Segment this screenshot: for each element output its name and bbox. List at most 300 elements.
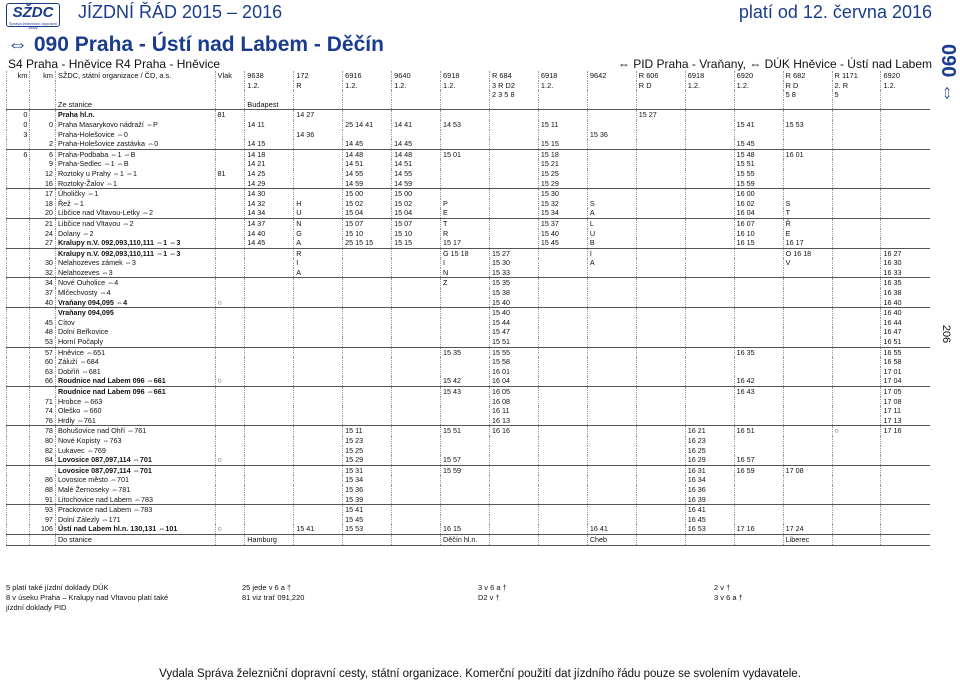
table-row [7, 505, 931, 515]
time-cell: I [294, 258, 343, 268]
time-cell [881, 100, 930, 110]
time-cell [734, 308, 783, 318]
time-cell [441, 495, 490, 505]
time-cell [392, 357, 441, 367]
time-cell [538, 248, 587, 258]
km-cell [7, 248, 30, 258]
time-cell [441, 406, 490, 416]
time-cell: 14 51 [343, 159, 392, 169]
station-name: Úholičky ⇔1 [55, 189, 215, 199]
time-cell [636, 120, 685, 130]
km-cell [7, 327, 30, 337]
time-cell: 16 27 [881, 248, 930, 258]
time-cell [685, 268, 734, 278]
station-name: Vraňany 094,095 [55, 308, 215, 318]
time-cell [245, 426, 294, 436]
time-cell [392, 524, 441, 534]
time-cell [441, 367, 490, 377]
time-cell [245, 298, 294, 308]
table-row [7, 81, 931, 91]
km-cell: 63 [30, 367, 56, 377]
km-cell: 9 [30, 159, 56, 169]
time-cell: 14 30 [245, 189, 294, 199]
table-row [7, 218, 931, 228]
time-cell [734, 367, 783, 377]
time-cell [489, 139, 538, 149]
station-name: Dobříň ⇔681 [55, 367, 215, 377]
time-cell [587, 495, 636, 505]
time-cell [215, 446, 245, 456]
time-cell: 14 29 [245, 179, 294, 189]
time-cell: 17 04 [881, 376, 930, 386]
time-cell [881, 238, 930, 248]
time-cell [881, 436, 930, 446]
time-cell: 16 35 [734, 347, 783, 357]
time-cell [587, 436, 636, 446]
km-cell: km [7, 71, 30, 81]
table-row [7, 387, 931, 397]
time-cell [441, 446, 490, 456]
time-cell [294, 426, 343, 436]
time-cell: 2 3 5 8 [489, 90, 538, 100]
time-cell: 14 37 [245, 218, 294, 228]
time-cell [343, 308, 392, 318]
time-cell [538, 278, 587, 288]
time-cell: 15 35 [441, 347, 490, 357]
time-cell: 15 30 [489, 258, 538, 268]
time-cell: 16 11 [489, 406, 538, 416]
time-cell [636, 288, 685, 298]
time-cell [636, 248, 685, 258]
time-cell [783, 367, 832, 377]
station-name: Oleško ⇔660 [55, 406, 215, 416]
time-cell: 16 16 [489, 426, 538, 436]
time-cell [343, 100, 392, 110]
km-cell [7, 159, 30, 169]
station-name: Nelahozeves zámek ⇔3 [55, 258, 215, 268]
time-cell: 14 41 [392, 120, 441, 130]
time-cell [685, 100, 734, 110]
logo-text: SŽDC [12, 4, 54, 21]
time-cell [685, 318, 734, 328]
time-cell [392, 110, 441, 120]
time-cell [245, 416, 294, 426]
station-name: Lovosice město ⇔701 [55, 475, 215, 485]
time-cell [832, 534, 881, 545]
time-cell [881, 149, 930, 159]
time-cell [538, 327, 587, 337]
time-cell: A [294, 238, 343, 248]
time-cell [245, 337, 294, 347]
time-cell [294, 406, 343, 416]
time-cell: 15 15 [392, 238, 441, 248]
time-cell [441, 357, 490, 367]
time-cell [685, 110, 734, 120]
time-cell: 15 51 [441, 426, 490, 436]
km-cell: 12 [30, 169, 56, 179]
time-cell [587, 90, 636, 100]
time-cell [832, 436, 881, 446]
time-cell [489, 169, 538, 179]
time-cell [489, 534, 538, 545]
time-cell: 14 55 [392, 169, 441, 179]
time-cell [832, 485, 881, 495]
station-name: Kralupy n.V. 092,093,110,111 ⇔1 ⇔3 [55, 248, 215, 258]
time-cell [783, 318, 832, 328]
station-name [55, 90, 215, 100]
footnotes-col2 [242, 583, 304, 603]
time-cell [392, 130, 441, 140]
time-cell [538, 436, 587, 446]
table-row [7, 268, 931, 278]
page-number: 206 [939, 324, 952, 344]
time-cell [538, 446, 587, 456]
time-cell: R [294, 248, 343, 258]
station-name: Bohušovice nad Ohří ⇔761 [55, 426, 215, 436]
time-cell: 15 11 [343, 426, 392, 436]
table-row [7, 318, 931, 328]
time-cell: Liberec [783, 534, 832, 545]
station-name: Litochovice nad Labem ⇔783 [55, 495, 215, 505]
time-cell [245, 357, 294, 367]
station-name: Nelahozeves ⇔3 [55, 268, 215, 278]
time-cell [832, 208, 881, 218]
time-cell: 16 33 [881, 268, 930, 278]
footnotes-col3 [478, 583, 507, 603]
time-cell [783, 347, 832, 357]
time-cell: U [587, 229, 636, 239]
time-cell [392, 475, 441, 485]
time-cell [538, 426, 587, 436]
time-cell [783, 475, 832, 485]
time-cell [587, 416, 636, 426]
time-cell [685, 278, 734, 288]
time-cell [734, 436, 783, 446]
time-cell [881, 485, 930, 495]
km-cell: 82 [30, 446, 56, 456]
time-cell [392, 455, 441, 465]
km-cell [7, 179, 30, 189]
table-row [7, 347, 931, 357]
table-row [7, 248, 931, 258]
km-cell [7, 446, 30, 456]
time-cell [215, 397, 245, 407]
time-cell: 15 55 [734, 169, 783, 179]
km-cell: 32 [30, 268, 56, 278]
time-cell [215, 337, 245, 347]
km-cell [30, 387, 56, 397]
table-row [7, 130, 931, 140]
side-line-number [934, 44, 960, 114]
station-name: Ústí nad Labem hl.n. 130,131 ⇔101 [55, 524, 215, 534]
time-cell [245, 130, 294, 140]
time-cell [636, 485, 685, 495]
time-cell [832, 130, 881, 140]
time-cell [294, 534, 343, 545]
time-cell [294, 179, 343, 189]
time-cell [245, 436, 294, 446]
time-cell [832, 455, 881, 465]
time-cell: 16 58 [881, 357, 930, 367]
time-cell: 17 13 [881, 416, 930, 426]
time-cell [294, 189, 343, 199]
time-cell [783, 189, 832, 199]
time-cell [783, 327, 832, 337]
time-cell [294, 446, 343, 456]
time-cell [245, 465, 294, 475]
time-cell [881, 218, 930, 228]
table-row [7, 416, 931, 426]
time-cell [734, 288, 783, 298]
time-cell [636, 100, 685, 110]
time-cell: 15 00 [392, 189, 441, 199]
time-cell [294, 416, 343, 426]
time-cell [294, 387, 343, 397]
time-cell [587, 357, 636, 367]
time-cell: 16 04 [489, 376, 538, 386]
time-cell [215, 436, 245, 446]
table-row [7, 436, 931, 446]
time-cell: ○ [215, 376, 245, 386]
table-row [7, 397, 931, 407]
table-row [7, 534, 931, 545]
time-cell: 1.2. [392, 81, 441, 91]
time-cell: 14 45 [245, 238, 294, 248]
time-cell [343, 248, 392, 258]
km-cell [7, 337, 30, 347]
km-cell: 74 [30, 406, 56, 416]
time-cell: 15 23 [343, 436, 392, 446]
time-cell [587, 308, 636, 318]
time-cell: R D [783, 81, 832, 91]
time-cell [294, 347, 343, 357]
time-cell [832, 367, 881, 377]
time-cell [734, 327, 783, 337]
time-cell [881, 524, 930, 534]
table-row [7, 485, 931, 495]
time-cell: 81 [215, 169, 245, 179]
time-cell [783, 159, 832, 169]
time-cell [538, 485, 587, 495]
time-cell [245, 406, 294, 416]
time-cell [734, 278, 783, 288]
time-cell: A [587, 208, 636, 218]
time-cell [685, 387, 734, 397]
time-cell [215, 120, 245, 130]
time-cell [538, 465, 587, 475]
time-cell [587, 376, 636, 386]
time-cell [685, 347, 734, 357]
time-cell [587, 387, 636, 397]
time-cell [215, 495, 245, 505]
time-cell [636, 475, 685, 485]
time-cell [489, 455, 538, 465]
time-cell [392, 376, 441, 386]
time-cell: 5 8 [783, 90, 832, 100]
km-cell [30, 248, 56, 258]
time-cell [685, 308, 734, 318]
time-cell: 15 25 [343, 446, 392, 456]
km-cell: 0 [30, 120, 56, 130]
time-cell [294, 120, 343, 130]
station-name: Lovosice 087,097,114 ⇔701 [55, 465, 215, 475]
time-cell [636, 465, 685, 475]
time-cell [245, 475, 294, 485]
time-cell [783, 387, 832, 397]
time-cell [215, 288, 245, 298]
time-cell [734, 397, 783, 407]
time-cell [343, 258, 392, 268]
time-cell [245, 347, 294, 357]
time-cell [245, 318, 294, 328]
table-row [7, 149, 931, 159]
station-name [55, 81, 215, 91]
time-cell [587, 406, 636, 416]
time-cell [587, 189, 636, 199]
time-cell: 15 51 [734, 159, 783, 169]
time-cell [783, 139, 832, 149]
time-cell: 15 59 [441, 465, 490, 475]
time-cell [392, 416, 441, 426]
time-cell [832, 298, 881, 308]
time-cell: 14 45 [392, 139, 441, 149]
time-cell: 15 41 [734, 120, 783, 130]
time-cell: 6920 [734, 71, 783, 81]
time-cell [783, 495, 832, 505]
time-cell: 15 21 [538, 159, 587, 169]
time-cell [587, 298, 636, 308]
time-cell [832, 229, 881, 239]
time-cell: 9640 [392, 71, 441, 81]
time-cell: 9642 [587, 71, 636, 81]
time-cell: 16 59 [734, 465, 783, 475]
station-name: Vraňany 094,095 ⇔4 [55, 298, 215, 308]
station-name: Roudnice nad Labem 096 ⇔661 [55, 387, 215, 397]
time-cell [215, 130, 245, 140]
km-cell: 6 [7, 149, 30, 159]
time-cell [783, 100, 832, 110]
time-cell [215, 308, 245, 318]
time-cell: 16 45 [685, 515, 734, 525]
time-cell [294, 318, 343, 328]
table-row [7, 100, 931, 110]
table-row [7, 110, 931, 120]
time-cell [783, 110, 832, 120]
time-cell [392, 258, 441, 268]
time-cell: 15 40 [489, 298, 538, 308]
km-cell [7, 505, 30, 515]
time-cell [343, 376, 392, 386]
time-cell [441, 327, 490, 337]
time-cell [587, 446, 636, 456]
time-cell: 25 15 15 [343, 238, 392, 248]
time-cell [294, 485, 343, 495]
time-cell [685, 357, 734, 367]
km-cell: 21 [30, 218, 56, 228]
time-cell: E [441, 208, 490, 218]
time-cell [636, 149, 685, 159]
time-cell [245, 327, 294, 337]
time-cell: ○ [832, 426, 881, 436]
time-cell [685, 199, 734, 209]
table-row [7, 426, 931, 436]
station-name: Mlčechvosty ⇔4 [55, 288, 215, 298]
time-cell: ○ [215, 524, 245, 534]
time-cell [392, 318, 441, 328]
table-row [7, 288, 931, 298]
time-cell [832, 376, 881, 386]
km-cell: 24 [30, 229, 56, 239]
km-cell [7, 534, 30, 545]
time-cell: G 15 18 [441, 248, 490, 258]
time-cell: 15 11 [538, 120, 587, 130]
time-cell [538, 495, 587, 505]
table-row [7, 455, 931, 465]
table-row [7, 189, 931, 199]
time-cell [215, 347, 245, 357]
time-cell [734, 475, 783, 485]
time-cell [587, 100, 636, 110]
time-cell: 15 18 [538, 149, 587, 159]
km-cell: 97 [30, 515, 56, 525]
time-cell: O 16 18 [783, 248, 832, 258]
time-cell [636, 524, 685, 534]
table-row [7, 376, 931, 386]
time-cell: 1.2. [685, 81, 734, 91]
time-cell [832, 505, 881, 515]
time-cell [343, 288, 392, 298]
time-cell: 16 47 [881, 327, 930, 337]
time-cell [783, 179, 832, 189]
time-cell [392, 485, 441, 495]
time-cell: 16 23 [685, 436, 734, 446]
time-cell: 1.2. [538, 81, 587, 91]
time-cell [832, 268, 881, 278]
km-cell: 66 [30, 376, 56, 386]
time-cell: 17 01 [881, 367, 930, 377]
time-cell: 15 58 [489, 357, 538, 367]
time-cell [734, 318, 783, 328]
validity-date: platí od 12. června 2016 [738, 2, 932, 22]
time-cell [832, 218, 881, 228]
km-cell: 0 [7, 110, 30, 120]
time-cell: 16 21 [685, 426, 734, 436]
km-cell [7, 139, 30, 149]
km-cell [7, 515, 30, 525]
km-cell: 20 [30, 208, 56, 218]
time-cell [215, 416, 245, 426]
time-cell: 16 04 [734, 208, 783, 218]
time-cell: 15 04 [392, 208, 441, 218]
time-cell [489, 446, 538, 456]
time-cell: A [587, 258, 636, 268]
time-cell: 16 53 [685, 524, 734, 534]
time-cell [783, 268, 832, 278]
time-cell: R D [636, 81, 685, 91]
time-cell [215, 218, 245, 228]
time-cell [636, 169, 685, 179]
time-cell [215, 426, 245, 436]
time-cell [489, 465, 538, 475]
table-row [7, 208, 931, 218]
km-cell [7, 189, 30, 199]
time-cell [881, 189, 930, 199]
time-cell [832, 288, 881, 298]
footnotes-col4 [714, 583, 743, 603]
time-cell: 15 32 [538, 199, 587, 209]
time-cell [636, 189, 685, 199]
km-cell: 53 [30, 337, 56, 347]
